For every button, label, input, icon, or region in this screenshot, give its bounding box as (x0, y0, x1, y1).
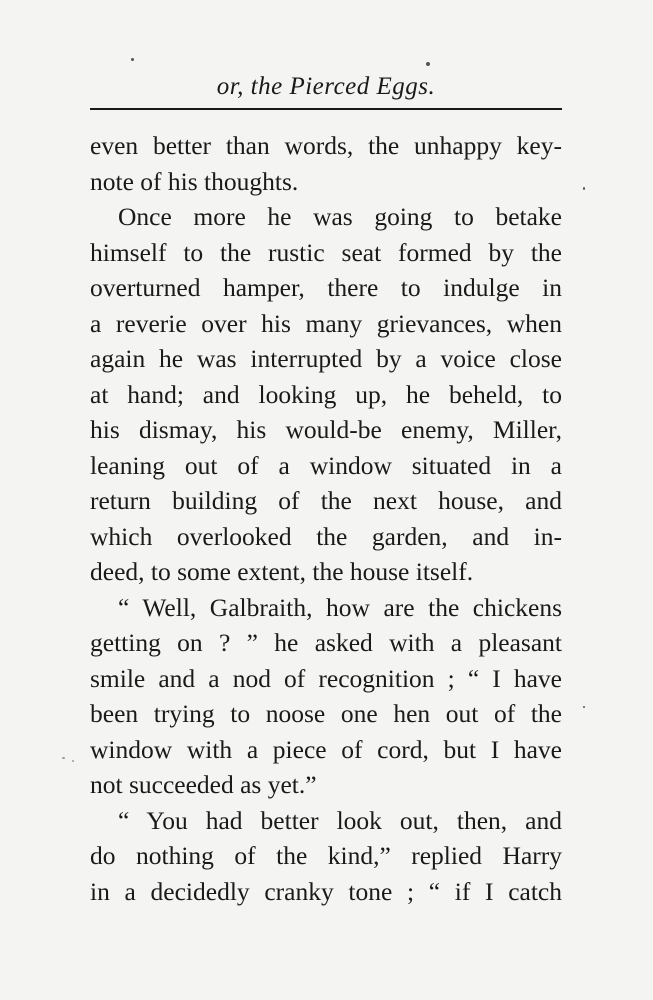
print-speck (426, 62, 430, 66)
print-speck (62, 757, 65, 759)
running-head: or, the Pierced Eggs. (216, 73, 436, 100)
print-speck (583, 187, 585, 190)
text-line: window with a piece of cord, but I have (90, 734, 562, 764)
text-line: deed, to some extent, the house itself. (90, 557, 474, 586)
text-line: getting on ? ” he asked with a pleasant (90, 628, 562, 657)
text-line: return building of the next house, and (90, 486, 562, 515)
text-line: “ You had better look out, then, and (118, 805, 562, 835)
text-line: do nothing of the kind,” replied Harry (90, 841, 562, 870)
text-line: in a decidedly cranky tone ; “ if I catch (90, 876, 562, 906)
text-line: a reverie over his many grievances, when (90, 308, 562, 338)
text-line: at hand; and looking up, he beheld, to (90, 379, 562, 409)
text-line: which overlooked the garden, and in- (90, 521, 562, 551)
text-line: his dismay, his would-be enemy, Miller, (90, 415, 562, 444)
text-line: “ Well, Galbraith, how are the chickens (118, 592, 562, 622)
print-speck (72, 760, 74, 762)
text-line: himself to the rustic seat formed by the (90, 237, 562, 267)
text-line: again he was interrupted by a voice close (90, 344, 562, 373)
text-line: not succeeded as yet.” (90, 770, 317, 799)
header-rule (90, 108, 562, 110)
text-line: leaning out of a window situated in a (90, 450, 562, 480)
text-line: overturned hamper, there to indulge in (90, 273, 562, 302)
text-line: Once more he was going to betake (118, 202, 562, 231)
text-line: note of his thoughts. (90, 166, 299, 196)
text-line: even better than words, the unhappy key- (90, 131, 562, 160)
print-speck (583, 706, 585, 708)
text-line: been trying to noose one hen out of the (90, 699, 562, 728)
text-line: smile and a nod of recognition ; “ I have (90, 663, 562, 693)
body-text (90, 128, 562, 909)
print-speck (131, 58, 134, 61)
